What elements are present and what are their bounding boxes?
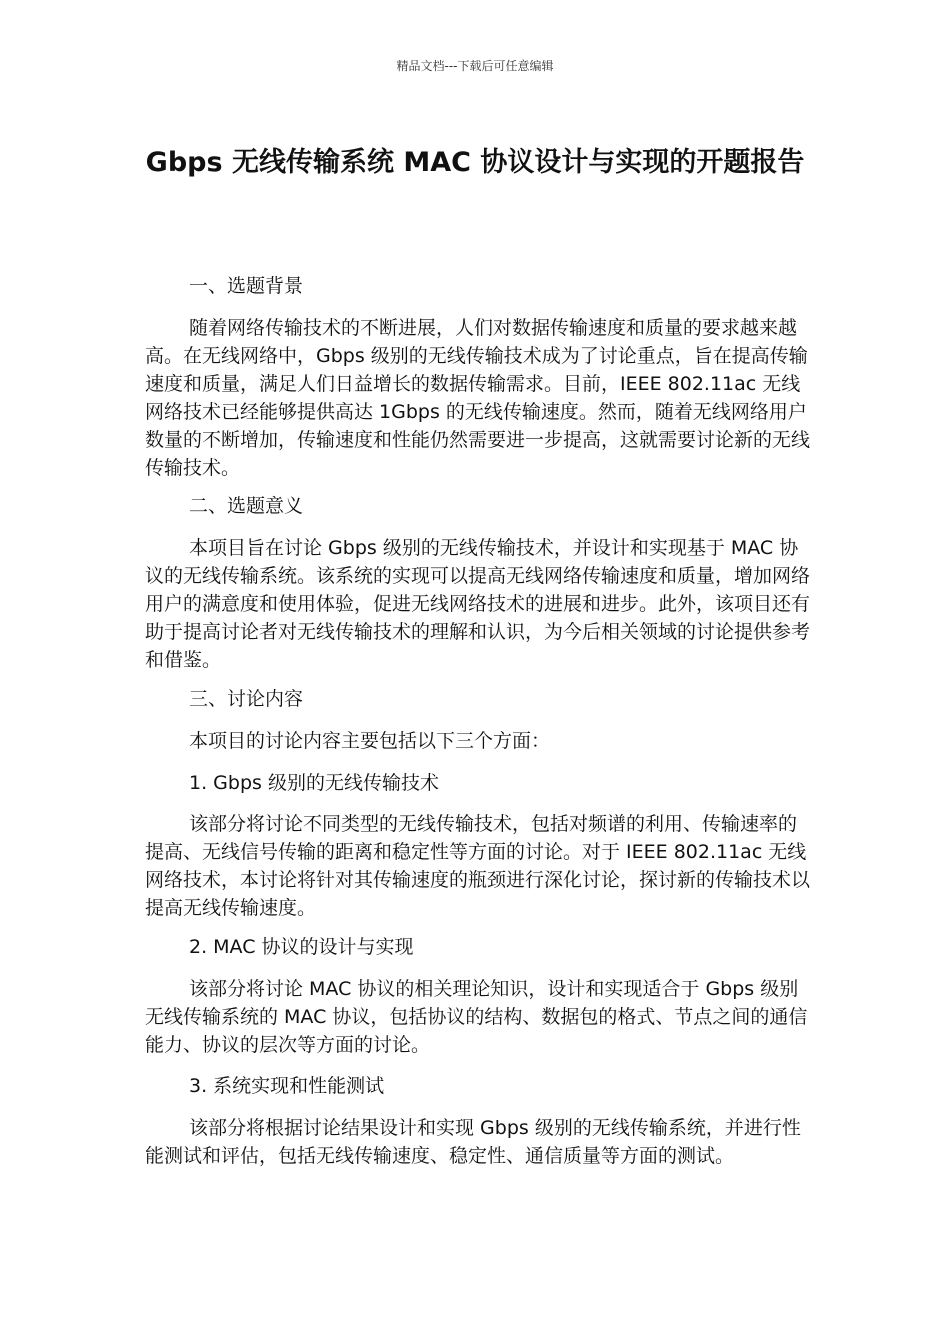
item-heading-gbps-tech: 1. Gbps 级别的无线传输技术	[189, 772, 439, 794]
page-header: 精品文档---下载后可任意编辑	[396, 59, 554, 73]
paragraph-mac-protocol: 该部分将讨论 MAC 协议的相关理论知识，设计和实现适合于 Gbps 级别无线传输系统的 MAC 协议，包括协议的结构、数据包的格式、节点之间的通信能力、协议的层次等方面的讨论。	[145, 978, 808, 1056]
section-heading-significance: 二、选题意义	[189, 495, 304, 517]
item-heading-system-test: 3. 系统实现和性能测试	[189, 1075, 385, 1097]
paragraph-content-intro: 本项目的讨论内容主要包括以下三个方面：	[189, 730, 551, 752]
paragraph-system-test: 该部分将根据讨论结果设计和实现 Gbps 级别的无线传输系统，并进行性能测试和评估，包括无线传输速度、稳定性、通信质量等方面的测试。	[145, 1117, 801, 1167]
paragraph-background: 随着网络传输技术的不断进展，人们对数据传输速度和质量的要求越来越高。在无线网络中，Gbps 级别的无线传输技术成为了讨论重点，旨在提高传输速度和质量，满足人们日益增长的数据传输需求。目前，IEEE 802.11ac 无线网络技术已经能够提供高达 1Gbps 的无线传输速度。然而，随着无线网络用户数量的不断增加，传输速度和性能仍然需要进一步提高，这就需要讨论新的无线传输技术。	[145, 317, 811, 479]
item-heading-mac-protocol: 2. MAC 协议的设计与实现	[189, 936, 414, 958]
section-heading-content: 三、讨论内容	[189, 688, 304, 710]
section-heading-background: 一、选题背景	[189, 275, 304, 297]
paragraph-gbps-tech: 该部分将讨论不同类型的无线传输技术，包括对频谱的利用、传输速率的提高、无线信号传输的距离和稳定性等方面的讨论。对于 IEEE 802.11ac 无线网络技术，本讨论将针对其传输速度的瓶颈进行深化讨论，探讨新的传输技术以提高无线传输速度。	[145, 813, 811, 919]
document-title: Gbps 无线传输系统 MAC 协议设计与实现的开题报告	[145, 147, 805, 178]
paragraph-significance: 本项目旨在讨论 Gbps 级别的无线传输技术，并设计和实现基于 MAC 协议的无线传输系统。该系统的实现可以提高无线网络传输速度和质量，增加网络用户的满意度和使用体验，促进无线网络技术的进展和进步。此外，该项目还有助于提高讨论者对无线传输技术的理解和认识，为今后相关领域的讨论提供参考和借鉴。	[145, 537, 811, 671]
